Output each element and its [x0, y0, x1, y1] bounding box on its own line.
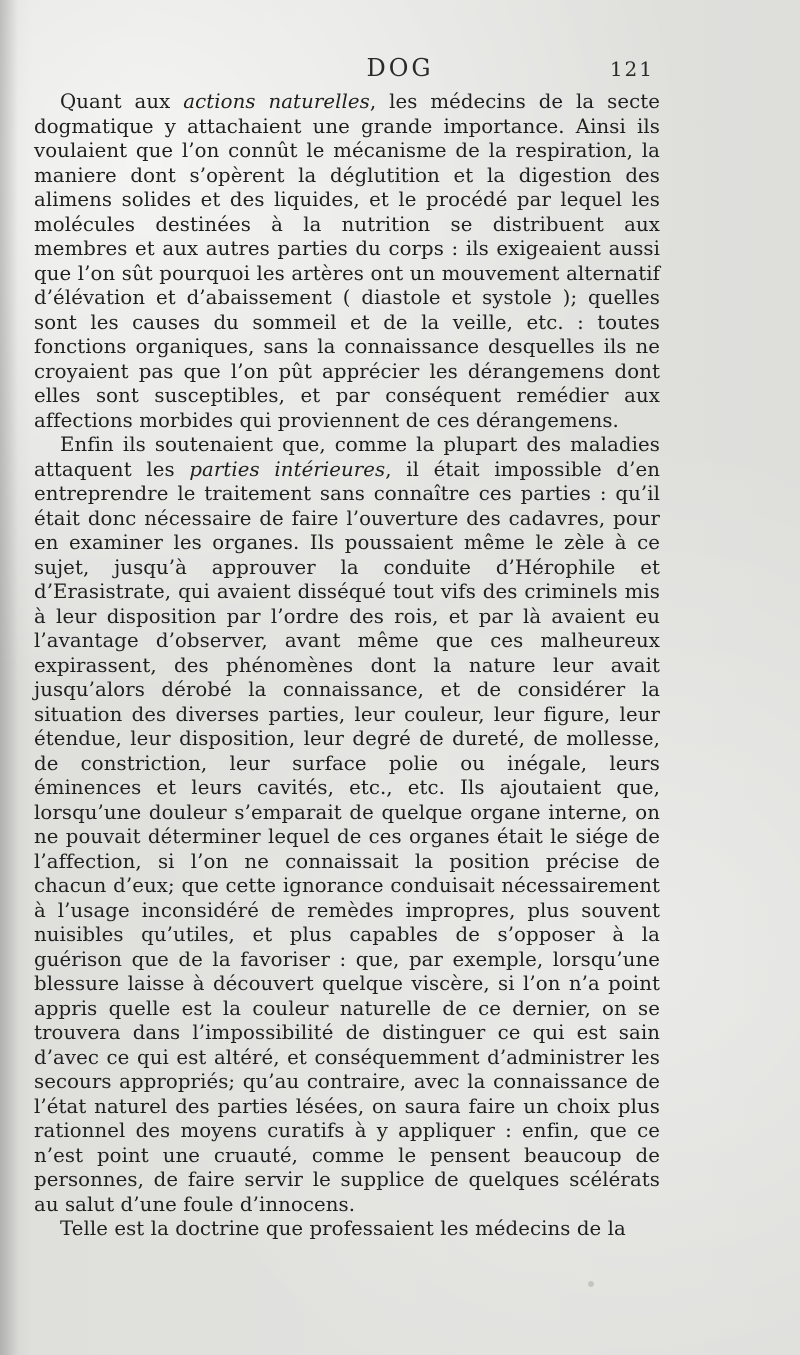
paragraph-2-rest: , il était impossible d’en entreprendre le traitement sans connaître ces parties : qu’il était donc nécessaire de faire l’ouverture des cadavres, pour en examiner les organes. Ils poussaient même le zèle à ce sujet, jusqu’à approuver la conduite d’Hérophile et d’Erasistrate, qui avaient disséqué tout vifs des criminels mis à leur disposition par l’ordre des rois, et par là avaient eu l’avantage d’observer, avant même que ces malheureux expirassent, des phénomènes dont la nature leur avait jusqu’alors dérobé la connaissance, et de considérer la situation des diverses parties, leur couleur, leur figure, leur étendue, leur disposition, leur degré de dureté, de mollesse, de constriction, leur surface polie ou inégale, leurs éminences et leurs cavités, etc., etc. Ils ajoutaient que, lorsqu’une douleur s’emparait de quelque organe interne, on ne pouvait déterminer lequel de ces organes était le siége de l’affection, si l’on ne connaissait la position précise de chacun d’eux; que cette ignorance conduisait nécessairement à l’usage inconsidéré de remèdes impropres, plus souvent nuisibles qu’utiles, et plus capables de s’opposer à la guérison que de la favoriser : que, par exemple, lorsqu’une blessure laisse à découvert quelque viscère, si l’on n’a point appris quelle est la couleur naturelle de ce dernier, on se trouvera dans l’impossibilité de distinguer ce qui est sain d’avec ce qui est altéré, et conséquemment d’administrer les secours appropriés; qu’au contraire, avec la connaissance de l’état naturel des parties lésées, on saura faire un choix plus rationnel des moyens curatifs à y appliquer : enfin, que ce n’est point une cruauté, comme le pensent beaucoup de personnes, de faire servir le supplice de quelques scélérats au salut d’une foule d’innocens.: [34, 457, 660, 1216]
paragraph-2: [34, 433, 660, 1217]
page-header: [0, 54, 800, 86]
paragraph-3: [34, 1217, 660, 1242]
page-number: 121: [609, 57, 654, 81]
paragraph-1: [34, 90, 660, 433]
paragraph-3-text: Telle est la doctrine que professaient les médecins de la: [60, 1217, 626, 1240]
paragraph-2-italic: parties intérieures: [189, 457, 386, 481]
paragraph-1-rest: , les médecins de la secte dogmatique y attachaient une grande importance. Ainsi ils voulaient que l’on connût le mécanisme de la respiration, la maniere dont s’opèrent la déglutition et la digestion des alimens solides et des liquides, et le procédé par lequel les molécules destinées à la nutrition se distribuent aux membres et aux autres parties du corps : ils exigeaient aussi que l’on sût pourquoi les artères ont un mouvement alternatif d’élévation et d’abaissement ( diastole et systole ); quelles sont les causes du sommeil et de la veille, etc. : toutes fonctions organiques, sans la connaissance desquelles ils ne croyaient pas que l’on pût apprécier les dérangemens dont elles sont susceptibles, et par conséquent remédier aux affections morbides qui proviennent de ces dérangemens.: [34, 90, 660, 432]
paragraph-1-start: Quant aux: [60, 90, 184, 113]
paragraph-2-start: Enfin ils soutenaient que, comme la plupart des maladies attaquent les: [34, 433, 660, 481]
ink-spot: [588, 1281, 594, 1287]
running-head: DOG: [366, 54, 434, 82]
paragraph-1-italic: actions naturelles: [183, 90, 370, 113]
body-text: [34, 90, 660, 1242]
